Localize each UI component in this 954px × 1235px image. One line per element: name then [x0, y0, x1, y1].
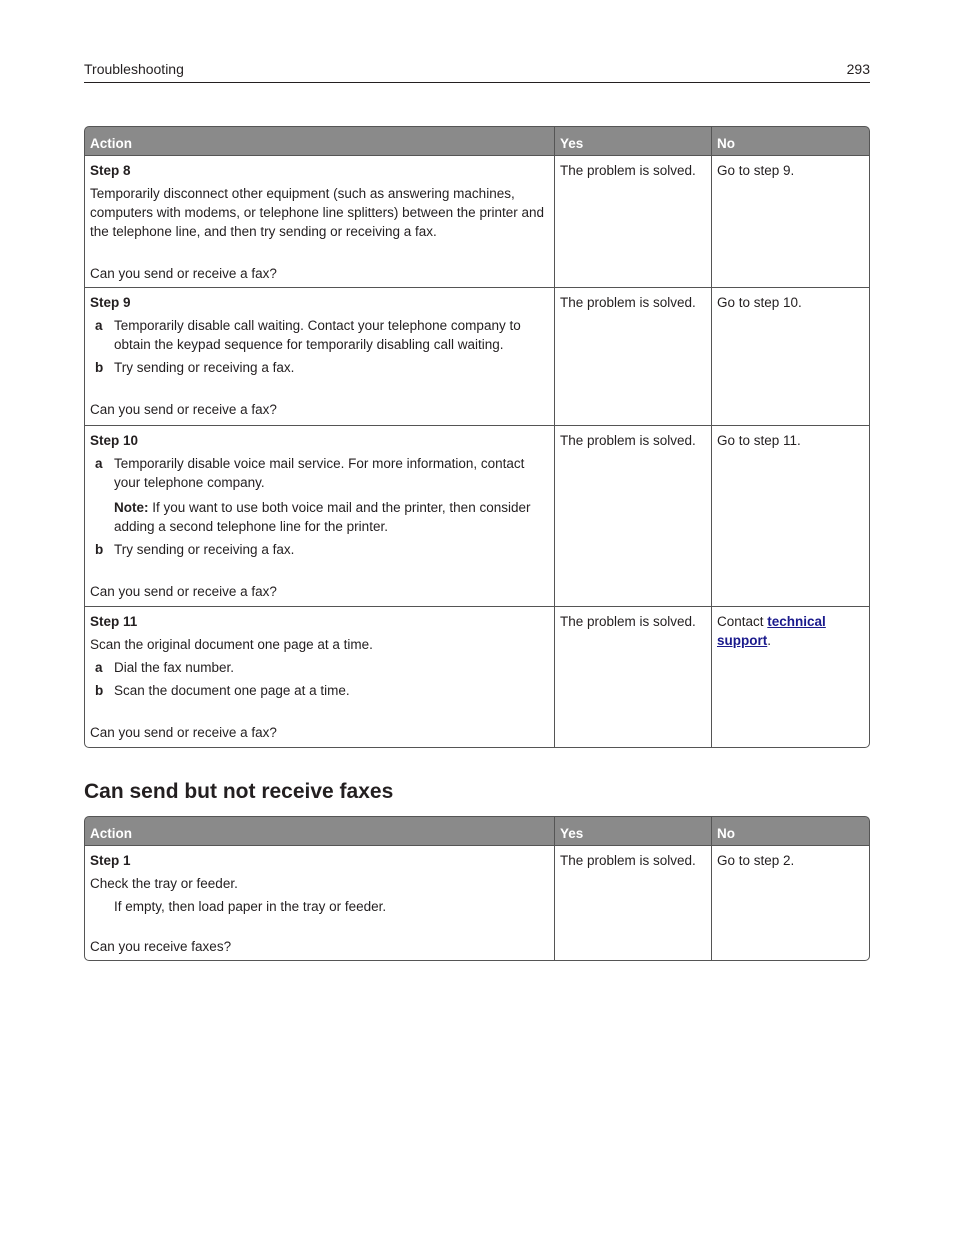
table-row [84, 425, 870, 606]
troubleshooting-table-2 [84, 816, 870, 961]
note-label: Note: [114, 500, 149, 515]
sub-step-text: Scan the document one page at a time. [114, 683, 350, 698]
step-indent-text: If empty, then load paper in the tray or feeder. [114, 899, 387, 914]
yes-cell: The problem is solved. [555, 287, 712, 425]
action-cell [84, 425, 555, 606]
table-row [84, 845, 870, 961]
sub-step-label: b [95, 542, 104, 557]
table-row [84, 287, 870, 425]
sub-step [90, 454, 549, 492]
page-number: 293 [846, 61, 870, 77]
action-cell [84, 155, 555, 287]
sub-step [90, 316, 549, 354]
step-title: Step 9 [90, 295, 131, 310]
no-cell: Go to step 9. [712, 155, 870, 287]
step-title: Step 11 [90, 614, 138, 629]
yes-cell: The problem is solved. [555, 155, 712, 287]
step-title: Step 8 [90, 163, 131, 178]
column-header-yes: Yes [555, 126, 712, 155]
technical-support-link[interactable]: technical support [717, 614, 826, 648]
sub-step-label: a [95, 318, 103, 333]
step-body: Scan the original document one page at a time. [90, 637, 373, 652]
note-text: If you want to use both voice mail and the printer, then consider adding a second telephone line for the printer. [114, 500, 531, 534]
step-title: Step 1 [90, 853, 131, 868]
table-row [84, 606, 870, 748]
sub-step [90, 681, 549, 700]
no-cell: Go to step 10. [712, 287, 870, 425]
sub-step [90, 540, 549, 559]
column-header-no: No [712, 126, 870, 155]
no-cell [712, 606, 870, 748]
sub-step-label: b [95, 360, 104, 375]
sub-step-text: Try sending or receiving a fax. [114, 542, 295, 557]
column-header-yes: Yes [555, 816, 712, 845]
action-cell [84, 845, 555, 961]
sub-step [90, 358, 549, 377]
sub-step-label: a [95, 456, 103, 471]
yes-cell: The problem is solved. [555, 845, 712, 961]
section-title: Can send but not receive faxes [84, 780, 394, 803]
step-body: Temporarily disconnect other equipment (such as answering machines, computers with modems, or telephone line splitters) between the printer and the telephone line, and then try sending or receiving a fax. [90, 186, 544, 239]
no-cell: Go to step 2. [712, 845, 870, 961]
column-header-no: No [712, 816, 870, 845]
section-label: Troubleshooting [84, 61, 184, 77]
column-header-action: Action [84, 126, 555, 155]
sub-step-label: a [95, 660, 103, 675]
sub-step-text: Temporarily disable voice mail service. For more information, contact your telephone company. [114, 456, 525, 490]
sub-step [90, 658, 549, 677]
troubleshooting-table-1 [84, 126, 870, 748]
yes-cell: The problem is solved. [555, 425, 712, 606]
no-cell: Go to step 11. [712, 425, 870, 606]
step-question: Can you send or receive a fax? [90, 584, 277, 599]
sub-step-text: Dial the fax number. [114, 660, 235, 675]
sub-step-text: Try sending or receiving a fax. [114, 360, 295, 375]
note [114, 498, 549, 536]
table-row [84, 155, 870, 287]
page-header [84, 60, 870, 83]
step-question: Can you send or receive a fax? [90, 266, 277, 281]
action-cell [84, 606, 555, 748]
sub-step-label: b [95, 683, 104, 698]
sub-step-text: Temporarily disable call waiting. Contact your telephone company to obtain the keypad sequence for temporarily disabling call waiting. [114, 318, 521, 352]
step-title: Step 10 [90, 433, 139, 448]
step-question: Can you send or receive a fax? [90, 402, 277, 417]
action-cell [84, 287, 555, 425]
step-question: Can you send or receive a fax? [90, 725, 277, 740]
step-question: Can you receive faxes? [90, 939, 232, 954]
table-header-row [84, 126, 870, 155]
yes-cell: The problem is solved. [555, 606, 712, 748]
no-suffix: . [767, 633, 772, 648]
column-header-action: Action [84, 816, 555, 845]
no-prefix: Contact [717, 614, 768, 629]
step-body: Check the tray or feeder. [90, 876, 238, 891]
table-header-row [84, 816, 870, 845]
